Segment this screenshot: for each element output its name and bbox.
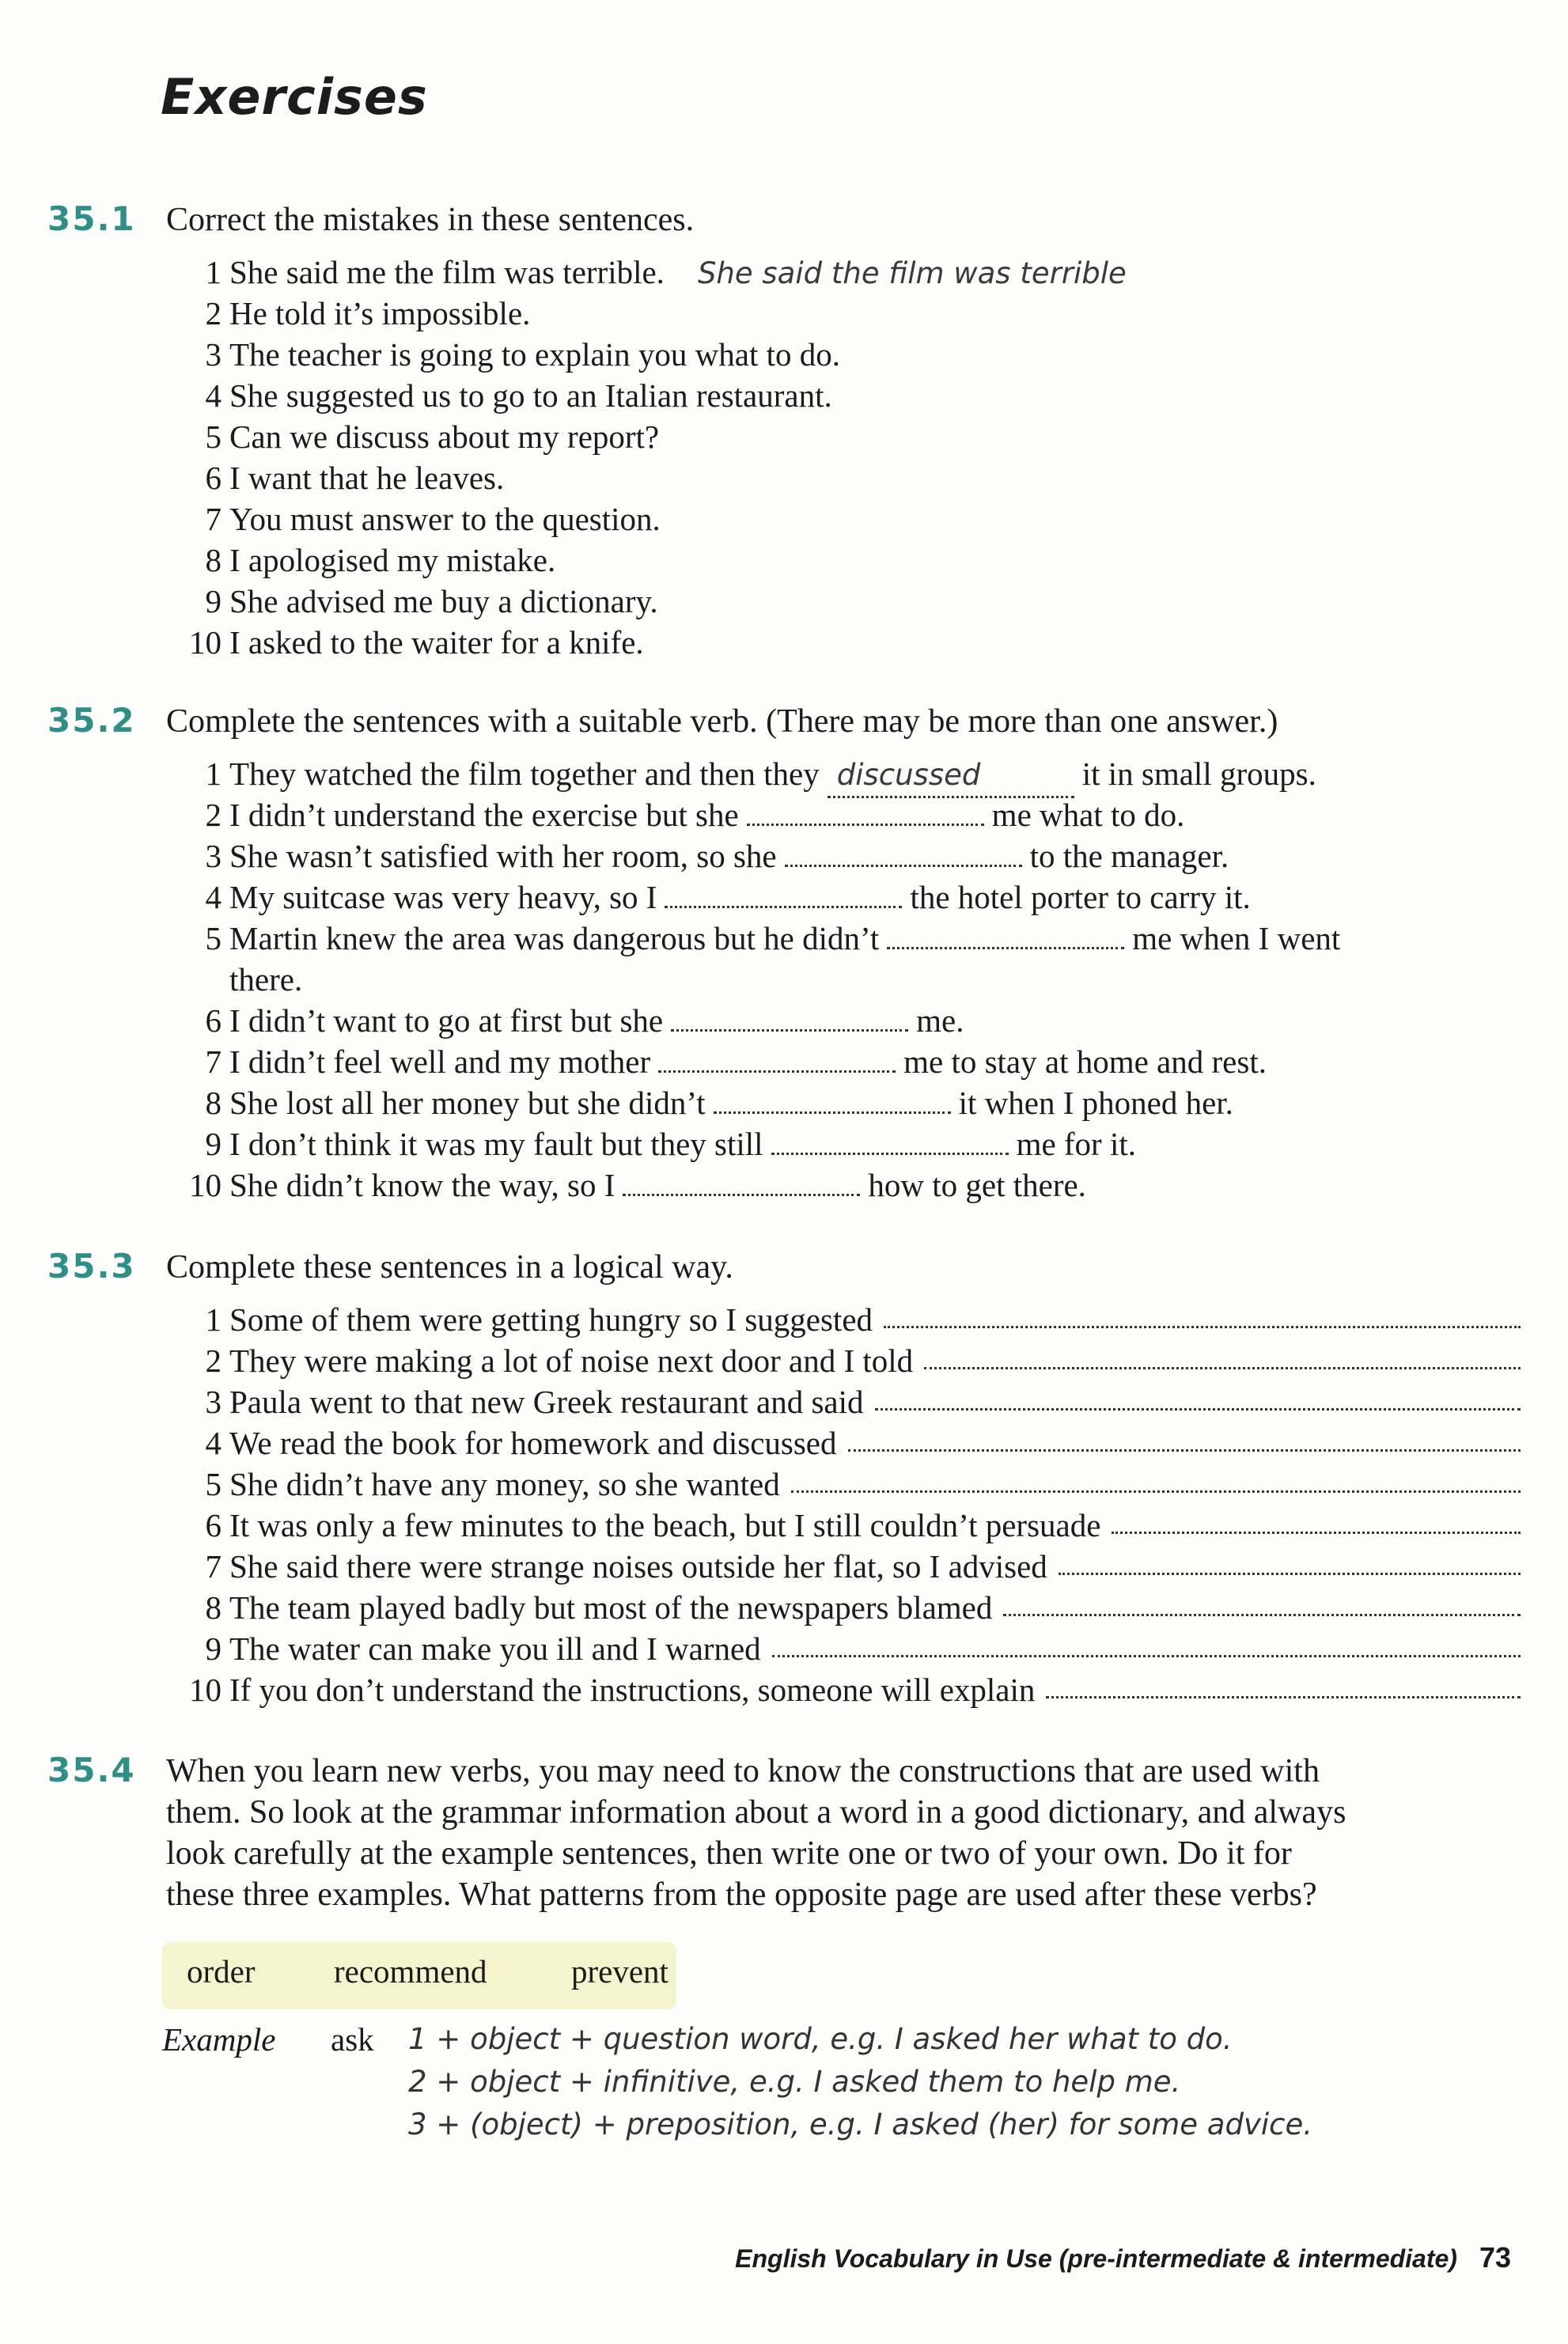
exercise-number: 35.2 bbox=[47, 701, 136, 740]
answer-line[interactable] bbox=[1112, 1528, 1521, 1534]
sentence-before: I didn’t feel well and my mother bbox=[229, 1043, 651, 1080]
answer-blank[interactable] bbox=[714, 1088, 951, 1114]
list-item bbox=[0, 1628, 1568, 1669]
list-item bbox=[0, 1381, 1568, 1422]
list-item bbox=[0, 794, 1568, 835]
item-number: 7 bbox=[205, 1548, 222, 1585]
exercise-number: 35.4 bbox=[47, 1751, 136, 1789]
item-text bbox=[229, 293, 530, 334]
item-number: 8 bbox=[205, 542, 222, 578]
answer-line[interactable] bbox=[772, 1652, 1521, 1657]
item-text bbox=[229, 252, 1127, 294]
item-number: 2 bbox=[205, 295, 222, 331]
example-verb: ask bbox=[331, 2021, 374, 2058]
instruction-line: them. So look at the grammar information about a word in a good dictionary, and always bbox=[166, 1794, 1346, 1831]
list-item bbox=[0, 622, 1568, 663]
item-number: 9 bbox=[205, 1630, 222, 1667]
item-number: 3 bbox=[205, 336, 222, 373]
page-number: 73 bbox=[1479, 2241, 1511, 2274]
answer-line[interactable] bbox=[884, 1323, 1521, 1328]
item-text bbox=[229, 835, 1229, 877]
list-item bbox=[0, 581, 1568, 622]
page-footer bbox=[735, 2241, 1511, 2274]
item-text: It was only a few minutes to the beach, but I still couldn’t persuade bbox=[229, 1507, 1101, 1543]
verb-prevent: prevent bbox=[571, 1953, 668, 1990]
answer-line[interactable] bbox=[848, 1446, 1521, 1452]
item-number: 2 bbox=[205, 797, 222, 833]
item-text: They were making a lot of noise next door and I told bbox=[229, 1342, 914, 1379]
sentence-text: She advised me buy a dictionary. bbox=[229, 583, 658, 619]
exercise-instruction: Complete the sentences with a suitable verb. (There may be more than one answer.) bbox=[166, 703, 1278, 740]
answer-blank[interactable] bbox=[623, 1170, 860, 1196]
answer-blank[interactable] bbox=[747, 800, 984, 826]
list-item bbox=[0, 540, 1568, 581]
answer-blank[interactable] bbox=[658, 1047, 896, 1073]
item-text: She said there were strange noises outside her flat, so I advised bbox=[229, 1548, 1047, 1585]
list-item bbox=[0, 498, 1568, 540]
list-item-continuation bbox=[0, 959, 1568, 1000]
item-number: 10 bbox=[189, 1672, 222, 1708]
item-text bbox=[229, 457, 504, 498]
list-item bbox=[0, 293, 1568, 334]
sentence-after: me what to do. bbox=[991, 797, 1185, 833]
item-text: Paula went to that new Greek restaurant and said bbox=[229, 1384, 864, 1420]
sentence-text: The teacher is going to explain you what to do. bbox=[229, 336, 840, 373]
list-item bbox=[0, 1505, 1568, 1546]
sentence-after: me to stay at home and rest. bbox=[903, 1043, 1267, 1080]
item-text: If you don’t understand the instructions, someone will explain bbox=[229, 1672, 1036, 1708]
exercise-number: 35.3 bbox=[47, 1247, 136, 1286]
list-item bbox=[0, 334, 1568, 375]
item-text: Some of them were getting hungry so I suggested bbox=[229, 1301, 873, 1338]
sentence-before: She wasn’t satisfied with her room, so she bbox=[229, 838, 777, 874]
sentence-after: it in small groups. bbox=[1081, 755, 1316, 792]
list-item bbox=[0, 1422, 1568, 1464]
book-title: English Vocabulary in Use (pre-intermediate & intermediate) bbox=[735, 2244, 1457, 2273]
sentence-text: He told it’s impossible. bbox=[229, 295, 531, 331]
list-item bbox=[0, 877, 1568, 918]
item-number: 7 bbox=[205, 1043, 222, 1080]
list-item bbox=[0, 753, 1568, 794]
list-item bbox=[0, 918, 1568, 959]
item-text bbox=[229, 794, 1184, 835]
answer-blank[interactable] bbox=[771, 1129, 1009, 1155]
continuation-text: there. bbox=[229, 961, 303, 998]
item-number: 9 bbox=[205, 1126, 222, 1162]
item-number: 9 bbox=[205, 583, 222, 619]
sentence-text: You must answer to the question. bbox=[229, 501, 661, 537]
answer-blank[interactable] bbox=[828, 753, 1074, 798]
list-item bbox=[0, 1464, 1568, 1505]
exercise-number: 35.1 bbox=[47, 199, 136, 238]
item-number: 10 bbox=[189, 1167, 222, 1203]
item-text: The team played badly but most of the newspapers blamed bbox=[229, 1589, 993, 1626]
answer-line[interactable] bbox=[1046, 1693, 1521, 1698]
sentence-text: Can we discuss about my report? bbox=[229, 418, 660, 455]
answer-line[interactable] bbox=[791, 1487, 1521, 1493]
item-text bbox=[229, 622, 644, 663]
item-text: The water can make you ill and I warned bbox=[229, 1630, 761, 1667]
list-item bbox=[0, 375, 1568, 416]
item-number: 6 bbox=[205, 1002, 222, 1039]
item-number: 3 bbox=[205, 1384, 222, 1420]
item-number: 1 bbox=[205, 1301, 222, 1338]
instruction-line: When you learn new verbs, you may need to know the constructions that are used with bbox=[166, 1753, 1320, 1789]
item-text bbox=[229, 1041, 1267, 1082]
sentence-after: the hotel porter to carry it. bbox=[910, 879, 1251, 915]
example-pattern-2: 2 + object + infinitive, e.g. I asked them to help me. bbox=[408, 2065, 1181, 2099]
item-number: 1 bbox=[205, 755, 222, 792]
answer-line[interactable] bbox=[1003, 1611, 1521, 1616]
sentence-text: I want that he leaves. bbox=[229, 460, 505, 496]
item-number: 5 bbox=[205, 1466, 222, 1502]
sentence-text: She said me the film was terrible. bbox=[229, 254, 665, 290]
item-number: 10 bbox=[189, 624, 222, 661]
sentence-after: it when I phoned her. bbox=[958, 1085, 1233, 1121]
handwritten-answer: discussed bbox=[836, 758, 981, 792]
verb-order: order bbox=[187, 1953, 256, 1990]
exercise-instruction: Correct the mistakes in these sentences. bbox=[166, 202, 695, 238]
item-number: 7 bbox=[205, 501, 222, 537]
item-text bbox=[229, 877, 1251, 918]
list-item bbox=[0, 1041, 1568, 1082]
answer-blank[interactable] bbox=[665, 882, 902, 908]
sentence-text: She suggested us to go to an Italian restaurant. bbox=[229, 377, 832, 414]
instruction-line: look carefully at the example sentences, then write one or two of your own. Do it for bbox=[166, 1835, 1292, 1872]
item-number: 5 bbox=[205, 920, 222, 956]
item-number: 6 bbox=[205, 460, 222, 496]
item-number: 6 bbox=[205, 1507, 222, 1543]
sentence-text: I apologised my mistake. bbox=[229, 542, 556, 578]
list-item bbox=[0, 1082, 1568, 1123]
item-text bbox=[229, 1123, 1136, 1164]
item-number: 8 bbox=[205, 1085, 222, 1121]
item-number: 4 bbox=[205, 377, 222, 414]
item-text bbox=[229, 334, 840, 375]
sentence-before: Martin knew the area was dangerous but he didn’t bbox=[229, 920, 880, 956]
list-item bbox=[0, 1164, 1568, 1206]
verb-recommend: recommend bbox=[334, 1953, 487, 1990]
sentence-before: My suitcase was very heavy, so I bbox=[229, 879, 657, 915]
page-heading: Exercises bbox=[161, 68, 428, 126]
instruction-line: these three examples. What patterns from the opposite page are used after these verbs? bbox=[166, 1876, 1317, 1913]
item-number: 3 bbox=[205, 838, 222, 874]
answer-blank[interactable] bbox=[671, 1005, 908, 1032]
item-text bbox=[229, 416, 659, 457]
list-item bbox=[0, 1000, 1568, 1041]
sentence-before: They watched the film together and then they bbox=[229, 755, 820, 792]
item-text: We read the book for homework and discussed bbox=[229, 1425, 837, 1461]
item-text bbox=[229, 1000, 964, 1041]
sentence-before: She lost all her money but she didn’t bbox=[229, 1085, 706, 1121]
sentence-before: I don’t think it was my fault but they still bbox=[229, 1126, 763, 1162]
example-label: Example bbox=[162, 2021, 276, 2058]
answer-line[interactable] bbox=[1059, 1570, 1521, 1575]
item-text bbox=[229, 753, 1316, 798]
item-number: 4 bbox=[205, 1425, 222, 1461]
answer-line[interactable] bbox=[924, 1364, 1521, 1369]
list-item bbox=[0, 416, 1568, 457]
sentence-before: She didn’t know the way, so I bbox=[229, 1167, 615, 1203]
answer-line[interactable] bbox=[875, 1405, 1521, 1411]
exercise-instruction bbox=[166, 1751, 1511, 1915]
item-text: She didn’t have any money, so she wanted bbox=[229, 1466, 780, 1502]
item-text bbox=[229, 540, 555, 581]
item-text bbox=[229, 498, 661, 540]
item-number: 8 bbox=[205, 1589, 222, 1626]
answer-blank[interactable] bbox=[887, 923, 1124, 949]
sentence-before: I didn’t understand the exercise but she bbox=[229, 797, 739, 833]
exercise-instruction: Complete these sentences in a logical way. bbox=[166, 1249, 733, 1286]
list-item bbox=[0, 1669, 1568, 1710]
list-item bbox=[0, 252, 1568, 293]
item-number: 2 bbox=[205, 1342, 222, 1379]
list-item bbox=[0, 1546, 1568, 1587]
sentence-after: how to get there. bbox=[868, 1167, 1086, 1203]
list-item bbox=[0, 835, 1568, 877]
item-number: 1 bbox=[205, 254, 222, 290]
sentence-after: to the manager. bbox=[1029, 838, 1229, 874]
sentence-text: I asked to the waiter for a knife. bbox=[229, 624, 644, 661]
answer-blank[interactable] bbox=[785, 841, 1022, 867]
example-pattern-1: 1 + object + question word, e.g. I asked her what to do. bbox=[408, 2022, 1233, 2056]
sentence-before: I didn’t want to go at first but she bbox=[229, 1002, 664, 1039]
item-text bbox=[229, 1082, 1233, 1123]
list-item bbox=[0, 1123, 1568, 1164]
item-text bbox=[229, 581, 658, 622]
item-number: 4 bbox=[205, 879, 222, 915]
item-text bbox=[229, 918, 1340, 959]
item-number: 5 bbox=[205, 418, 222, 455]
item-text bbox=[229, 1164, 1086, 1206]
sentence-after: me when I went bbox=[1132, 920, 1341, 956]
list-item bbox=[0, 1340, 1568, 1381]
list-item bbox=[0, 1587, 1568, 1628]
sentence-after: me. bbox=[916, 1002, 964, 1039]
list-item bbox=[0, 1299, 1568, 1340]
handwritten-answer: She said the film was terrible bbox=[697, 256, 1127, 290]
item-text bbox=[229, 375, 832, 416]
sentence-after: me for it. bbox=[1016, 1126, 1136, 1162]
example-pattern-3: 3 + (object) + preposition, e.g. I asked (her) for some advice. bbox=[408, 2107, 1312, 2141]
list-item bbox=[0, 457, 1568, 498]
